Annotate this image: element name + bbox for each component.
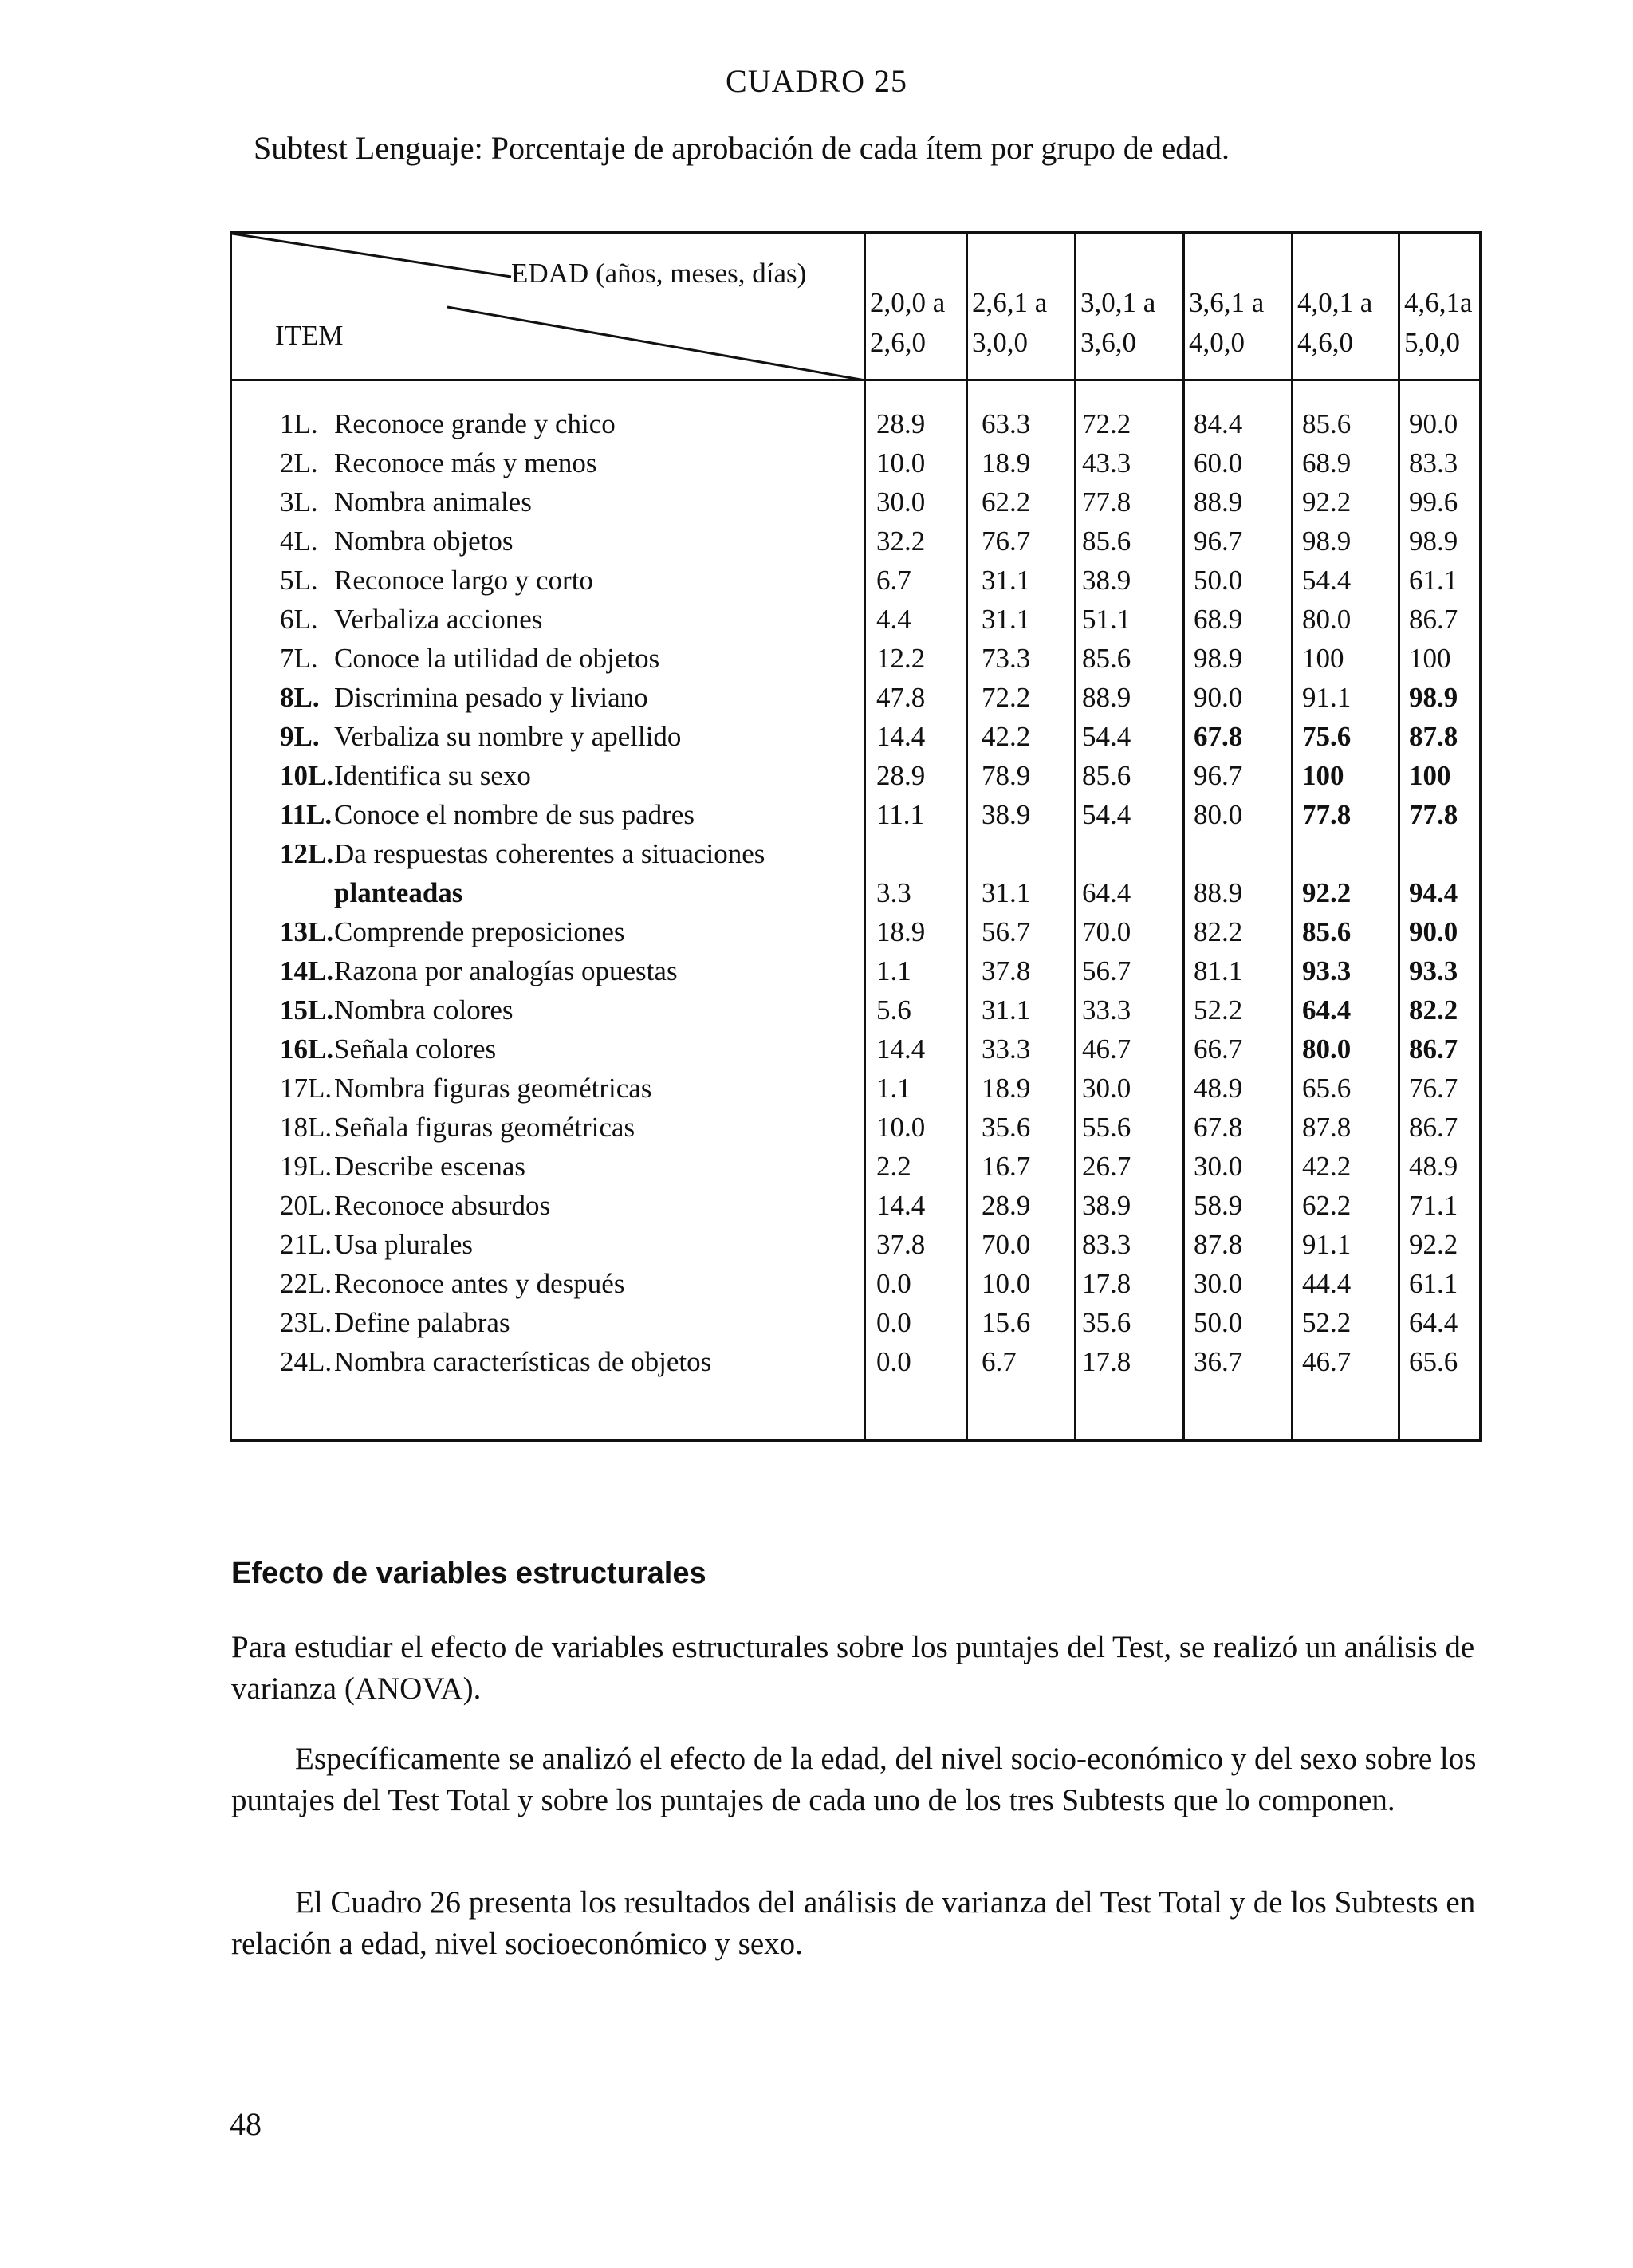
table-row xyxy=(232,1030,1479,1069)
value-cell: 30.0 xyxy=(1194,1268,1243,1299)
value-cell: 56.7 xyxy=(1082,955,1131,986)
value-cell: 88.9 xyxy=(1194,486,1243,518)
column-header-to: 4,0,0 xyxy=(1189,327,1245,358)
item-label: Reconoce largo y corto xyxy=(334,565,593,596)
table-row xyxy=(232,717,1479,756)
value-cell: 17.8 xyxy=(1082,1346,1131,1377)
value-cell: 73.3 xyxy=(982,643,1031,674)
value-cell: 10.0 xyxy=(876,447,926,478)
value-cell: 33.3 xyxy=(982,1034,1031,1065)
value-cell: 28.9 xyxy=(982,1190,1031,1221)
value-cell: 0.0 xyxy=(876,1307,911,1338)
value-cell: 33.3 xyxy=(1082,994,1131,1026)
value-cell: 91.1 xyxy=(1302,682,1352,713)
value-cell: 82.2 xyxy=(1409,994,1458,1026)
item-code: 5L. xyxy=(280,565,318,596)
item-cell xyxy=(280,990,514,1030)
value-cell: 30.0 xyxy=(1194,1151,1243,1182)
value-cell: 76.7 xyxy=(1409,1073,1458,1104)
column-header-from: 2,0,0 a xyxy=(870,287,946,318)
value-cell: 10.0 xyxy=(876,1112,926,1143)
column-header xyxy=(1404,283,1473,363)
item-cell xyxy=(280,678,648,717)
item-code: 20L. xyxy=(280,1190,333,1221)
value-cell: 56.7 xyxy=(982,916,1031,947)
table-row xyxy=(232,795,1479,834)
value-cell: 31.1 xyxy=(982,994,1031,1026)
value-cell: 12.2 xyxy=(876,643,926,674)
column-header-from: 2,6,1 a xyxy=(972,287,1048,318)
value-cell: 85.6 xyxy=(1082,760,1131,791)
item-label: Identifica su sexo xyxy=(334,760,531,791)
table-row xyxy=(232,1186,1479,1225)
item-label: Conoce el nombre de sus padres xyxy=(334,799,695,830)
value-cell: 67.8 xyxy=(1194,1112,1243,1143)
item-code: 19L. xyxy=(280,1151,333,1182)
paragraph-1: Para estudiar el efecto de variables estructurales sobre los puntajes del Test, se realizó un análisis de varianza (ANOVA). xyxy=(231,1630,1475,1706)
value-cell: 88.9 xyxy=(1194,877,1243,908)
value-cell: 35.6 xyxy=(982,1112,1031,1143)
item-code: 8L. xyxy=(280,682,320,713)
item-code: 3L. xyxy=(280,486,318,518)
value-cell: 28.9 xyxy=(876,760,926,791)
value-cell: 86.7 xyxy=(1409,1112,1458,1143)
item-code: 15L. xyxy=(280,994,334,1026)
item-cell xyxy=(280,1108,635,1147)
value-cell: 87.8 xyxy=(1302,1112,1352,1143)
item-code: 23L. xyxy=(280,1307,333,1338)
item-cell xyxy=(280,912,625,951)
item-label: Nombra animales xyxy=(334,486,532,518)
value-cell: 78.9 xyxy=(982,760,1031,791)
value-cell: 0.0 xyxy=(876,1268,911,1299)
section-heading: Efecto de variables estructurales xyxy=(231,1557,706,1590)
item-cell xyxy=(280,1030,496,1069)
value-cell: 64.4 xyxy=(1302,994,1352,1026)
value-cell: 93.3 xyxy=(1302,955,1352,986)
value-cell: 11.1 xyxy=(876,799,924,830)
table-row xyxy=(232,639,1479,678)
value-cell: 6.7 xyxy=(982,1346,1017,1377)
value-cell: 65.6 xyxy=(1302,1073,1352,1104)
value-cell: 18.9 xyxy=(876,916,926,947)
table-row xyxy=(232,990,1479,1030)
value-cell: 100 xyxy=(1302,760,1344,791)
value-cell: 90.0 xyxy=(1409,408,1458,439)
header-item-label: ITEM xyxy=(275,320,344,351)
table-row xyxy=(232,1147,1479,1186)
value-cell: 82.2 xyxy=(1194,916,1243,947)
value-cell: 60.0 xyxy=(1194,447,1243,478)
value-cell: 4.4 xyxy=(876,604,911,635)
value-cell: 80.0 xyxy=(1302,1034,1352,1065)
value-cell: 90.0 xyxy=(1194,682,1243,713)
value-cell: 18.9 xyxy=(982,447,1031,478)
item-label-continued: planteadas xyxy=(334,877,463,908)
value-cell: 92.2 xyxy=(1409,1229,1458,1260)
value-cell: 87.8 xyxy=(1194,1229,1243,1260)
item-label: Usa plurales xyxy=(334,1229,473,1260)
value-cell: 42.2 xyxy=(982,721,1031,752)
value-cell: 71.1 xyxy=(1409,1190,1458,1221)
value-cell: 67.8 xyxy=(1194,721,1243,752)
value-cell: 37.8 xyxy=(982,955,1031,986)
item-cell xyxy=(280,1069,651,1108)
value-cell: 14.4 xyxy=(876,721,926,752)
value-cell: 0.0 xyxy=(876,1346,911,1377)
table-row xyxy=(232,678,1479,717)
item-label: Reconoce absurdos xyxy=(334,1190,551,1221)
value-cell: 50.0 xyxy=(1194,565,1243,596)
item-cell xyxy=(280,561,593,600)
value-cell: 14.4 xyxy=(876,1034,926,1065)
value-cell: 36.7 xyxy=(1194,1346,1243,1377)
table-row xyxy=(232,600,1479,639)
value-cell: 72.2 xyxy=(982,682,1031,713)
value-cell: 18.9 xyxy=(982,1073,1031,1104)
value-cell: 85.6 xyxy=(1082,526,1131,557)
table-row xyxy=(232,1069,1479,1108)
item-label: Nombra objetos xyxy=(334,526,514,557)
value-cell: 38.9 xyxy=(982,799,1031,830)
value-cell: 3.3 xyxy=(876,877,911,908)
item-label: Razona por analogías opuestas xyxy=(334,955,678,986)
value-cell: 77.8 xyxy=(1409,799,1458,830)
data-table xyxy=(230,231,1482,1442)
value-cell: 80.0 xyxy=(1194,799,1243,830)
value-cell: 98.9 xyxy=(1409,526,1458,557)
item-label: Verbaliza acciones xyxy=(334,604,543,635)
table-row xyxy=(232,1108,1479,1147)
column-header xyxy=(1189,283,1264,363)
item-code: 16L. xyxy=(280,1034,334,1065)
value-cell: 38.9 xyxy=(1082,565,1131,596)
value-cell: 31.1 xyxy=(982,604,1031,635)
item-cell xyxy=(280,522,514,561)
item-code: 21L. xyxy=(280,1229,333,1260)
item-label: Señala figuras geométricas xyxy=(334,1112,635,1143)
item-cell xyxy=(280,404,616,443)
table-caption-title: Subtest Lenguaje: Porcentaje de aprobación de cada ítem por grupo de edad. xyxy=(254,130,1230,166)
column-header xyxy=(1080,283,1155,363)
item-label: Reconoce antes y después xyxy=(334,1268,625,1299)
value-cell: 15.6 xyxy=(982,1307,1031,1338)
item-code: 10L. xyxy=(280,760,334,791)
value-cell: 83.3 xyxy=(1082,1229,1131,1260)
value-cell: 77.8 xyxy=(1082,486,1131,518)
value-cell: 42.2 xyxy=(1302,1151,1352,1182)
column-header xyxy=(870,283,945,363)
column-header-to: 4,6,0 xyxy=(1297,327,1353,358)
value-cell: 52.2 xyxy=(1194,994,1243,1026)
table-row xyxy=(232,1264,1479,1303)
item-code: 18L. xyxy=(280,1112,333,1143)
value-cell: 55.6 xyxy=(1082,1112,1131,1143)
item-cell xyxy=(280,1342,711,1381)
column-header-from: 3,0,1 a xyxy=(1080,287,1156,318)
item-cell xyxy=(280,1303,510,1342)
value-cell: 2.2 xyxy=(876,1151,911,1182)
value-cell: 77.8 xyxy=(1302,799,1352,830)
value-cell: 44.4 xyxy=(1302,1268,1352,1299)
value-cell: 62.2 xyxy=(1302,1190,1352,1221)
value-cell: 48.9 xyxy=(1409,1151,1458,1182)
table-row xyxy=(232,951,1479,990)
item-code: 17L. xyxy=(280,1073,333,1104)
item-code: 13L. xyxy=(280,916,334,947)
value-cell: 63.3 xyxy=(982,408,1031,439)
value-cell: 54.4 xyxy=(1082,799,1131,830)
value-cell: 43.3 xyxy=(1082,447,1131,478)
value-cell: 35.6 xyxy=(1082,1307,1131,1338)
value-cell: 61.1 xyxy=(1409,1268,1458,1299)
item-code: 4L. xyxy=(280,526,318,557)
item-code: 6L. xyxy=(280,604,318,635)
table-body xyxy=(232,404,1479,1381)
value-cell: 54.4 xyxy=(1302,565,1352,596)
item-code: 9L. xyxy=(280,721,320,752)
table-row xyxy=(232,561,1479,600)
paragraph-2: Específicamente se analizó el efecto de la edad, del nivel socio-económico y del sexo sobre los puntajes del Test Total y sobre los puntajes de cada uno de los tres Subtests que lo componen. xyxy=(231,1742,1477,1817)
item-label: Comprende preposiciones xyxy=(334,916,625,947)
value-cell: 16.7 xyxy=(982,1151,1031,1182)
value-cell: 96.7 xyxy=(1194,526,1243,557)
table-row xyxy=(232,834,1479,912)
value-cell: 47.8 xyxy=(876,682,926,713)
value-cell: 64.4 xyxy=(1082,877,1131,908)
item-cell xyxy=(280,443,597,482)
value-cell: 98.9 xyxy=(1409,682,1458,713)
item-cell xyxy=(280,482,532,522)
value-cell: 46.7 xyxy=(1082,1034,1131,1065)
item-label: Reconoce grande y chico xyxy=(334,408,616,439)
item-label: Reconoce más y menos xyxy=(334,447,597,478)
value-cell: 30.0 xyxy=(1082,1073,1131,1104)
value-cell: 61.1 xyxy=(1409,565,1458,596)
table-row xyxy=(232,482,1479,522)
value-cell: 68.9 xyxy=(1302,447,1352,478)
value-cell: 85.6 xyxy=(1082,643,1131,674)
value-cell: 51.1 xyxy=(1082,604,1131,635)
item-code: 24L. xyxy=(280,1346,333,1377)
item-label: Nombra colores xyxy=(334,994,514,1026)
value-cell: 76.7 xyxy=(982,526,1031,557)
value-cell: 86.7 xyxy=(1409,1034,1458,1065)
item-cell xyxy=(280,1264,624,1303)
value-cell: 50.0 xyxy=(1194,1307,1243,1338)
value-cell: 96.7 xyxy=(1194,760,1243,791)
value-cell: 83.3 xyxy=(1409,447,1458,478)
value-cell: 62.2 xyxy=(982,486,1031,518)
value-cell: 81.1 xyxy=(1194,955,1243,986)
column-header-to: 3,6,0 xyxy=(1080,327,1136,358)
value-cell: 10.0 xyxy=(982,1268,1031,1299)
value-cell: 54.4 xyxy=(1082,721,1131,752)
column-header-to: 3,0,0 xyxy=(972,327,1028,358)
column-header-to: 2,6,0 xyxy=(870,327,926,358)
column-header xyxy=(972,283,1047,363)
value-cell: 68.9 xyxy=(1194,604,1243,635)
value-cell: 70.0 xyxy=(982,1229,1031,1260)
item-cell xyxy=(280,639,659,678)
column-header-from: 4,6,1a xyxy=(1404,287,1473,318)
value-cell: 1.1 xyxy=(876,955,911,986)
item-label: Conoce la utilidad de objetos xyxy=(334,643,660,674)
header-diagonal-lines xyxy=(232,234,870,381)
value-cell: 1.1 xyxy=(876,1073,911,1104)
value-cell: 75.6 xyxy=(1302,721,1352,752)
item-code: 11L. xyxy=(280,799,333,830)
item-label: Nombra características de objetos xyxy=(334,1346,712,1377)
page-number: 48 xyxy=(230,2106,262,2142)
value-cell: 31.1 xyxy=(982,877,1031,908)
item-cell xyxy=(280,795,695,834)
column-header-from: 4,0,1 a xyxy=(1297,287,1373,318)
item-code: 14L. xyxy=(280,955,334,986)
value-cell: 14.4 xyxy=(876,1190,926,1221)
item-cell xyxy=(280,1225,473,1264)
table-row xyxy=(232,1225,1479,1264)
value-cell: 30.0 xyxy=(876,486,926,518)
value-cell: 66.7 xyxy=(1194,1034,1243,1065)
value-cell: 48.9 xyxy=(1194,1073,1243,1104)
value-cell: 98.9 xyxy=(1194,643,1243,674)
value-cell: 65.6 xyxy=(1409,1346,1458,1377)
item-code: 1L. xyxy=(280,408,318,439)
value-cell: 72.2 xyxy=(1082,408,1131,439)
table-row xyxy=(232,1303,1479,1342)
value-cell: 6.7 xyxy=(876,565,911,596)
column-header xyxy=(1297,283,1372,363)
value-cell: 92.2 xyxy=(1302,877,1352,908)
value-cell: 17.8 xyxy=(1082,1268,1131,1299)
item-label: Define palabras xyxy=(334,1307,510,1338)
value-cell: 64.4 xyxy=(1409,1307,1458,1338)
value-cell: 90.0 xyxy=(1409,916,1458,947)
item-cell xyxy=(280,600,542,639)
value-cell: 70.0 xyxy=(1082,916,1131,947)
column-header-from: 3,6,1 a xyxy=(1189,287,1265,318)
value-cell: 5.6 xyxy=(876,994,911,1026)
item-label: Describe escenas xyxy=(334,1151,526,1182)
header-age-label: EDAD (años, meses, días) xyxy=(511,258,807,289)
item-cell xyxy=(280,1186,550,1225)
item-cell xyxy=(280,756,531,795)
value-cell: 98.9 xyxy=(1302,526,1352,557)
value-cell: 91.1 xyxy=(1302,1229,1352,1260)
value-cell: 100 xyxy=(1409,643,1451,674)
value-cell: 87.8 xyxy=(1409,721,1458,752)
item-code: 2L. xyxy=(280,447,318,478)
value-cell: 37.8 xyxy=(876,1229,926,1260)
value-cell: 31.1 xyxy=(982,565,1031,596)
item-label: Nombra figuras geométricas xyxy=(334,1073,652,1104)
item-cell xyxy=(280,1147,525,1186)
item-cell xyxy=(280,717,681,756)
value-cell: 52.2 xyxy=(1302,1307,1352,1338)
value-cell: 100 xyxy=(1302,643,1344,674)
value-cell: 32.2 xyxy=(876,526,926,557)
value-cell: 84.4 xyxy=(1194,408,1243,439)
item-cell xyxy=(280,834,765,908)
item-label: Verbaliza su nombre y apellido xyxy=(334,721,682,752)
value-cell: 26.7 xyxy=(1082,1151,1131,1182)
table-row xyxy=(232,912,1479,951)
table-row xyxy=(232,1342,1479,1381)
table-row xyxy=(232,443,1479,482)
value-cell: 38.9 xyxy=(1082,1190,1131,1221)
item-cell xyxy=(280,951,678,990)
value-cell: 94.4 xyxy=(1409,877,1458,908)
item-code: 22L. xyxy=(280,1268,333,1299)
item-code: 12L. xyxy=(280,838,334,869)
value-cell: 85.6 xyxy=(1302,408,1352,439)
item-label: Da respuestas coherentes a situaciones xyxy=(334,838,765,869)
value-cell: 92.2 xyxy=(1302,486,1352,518)
item-code: 7L. xyxy=(280,643,318,674)
value-cell: 93.3 xyxy=(1409,955,1458,986)
value-cell: 100 xyxy=(1409,760,1451,791)
value-cell: 58.9 xyxy=(1194,1190,1243,1221)
item-label: Discrimina pesado y liviano xyxy=(334,682,648,713)
column-header-to: 5,0,0 xyxy=(1404,327,1460,358)
paragraph-3: El Cuadro 26 presenta los resultados del análisis de varianza del Test Total y de los Subtests en relación a edad, nivel socioeconómico y sexo. xyxy=(231,1885,1476,1961)
value-cell: 28.9 xyxy=(876,408,926,439)
value-cell: 99.6 xyxy=(1409,486,1458,518)
value-cell: 88.9 xyxy=(1082,682,1131,713)
table-row xyxy=(232,404,1479,443)
table-caption-number: CUADRO 25 xyxy=(726,63,907,99)
table-row xyxy=(232,756,1479,795)
value-cell: 85.6 xyxy=(1302,916,1352,947)
value-cell: 80.0 xyxy=(1302,604,1352,635)
table-row xyxy=(232,522,1479,561)
value-cell: 46.7 xyxy=(1302,1346,1352,1377)
item-label: Señala colores xyxy=(334,1034,497,1065)
value-cell: 86.7 xyxy=(1409,604,1458,635)
